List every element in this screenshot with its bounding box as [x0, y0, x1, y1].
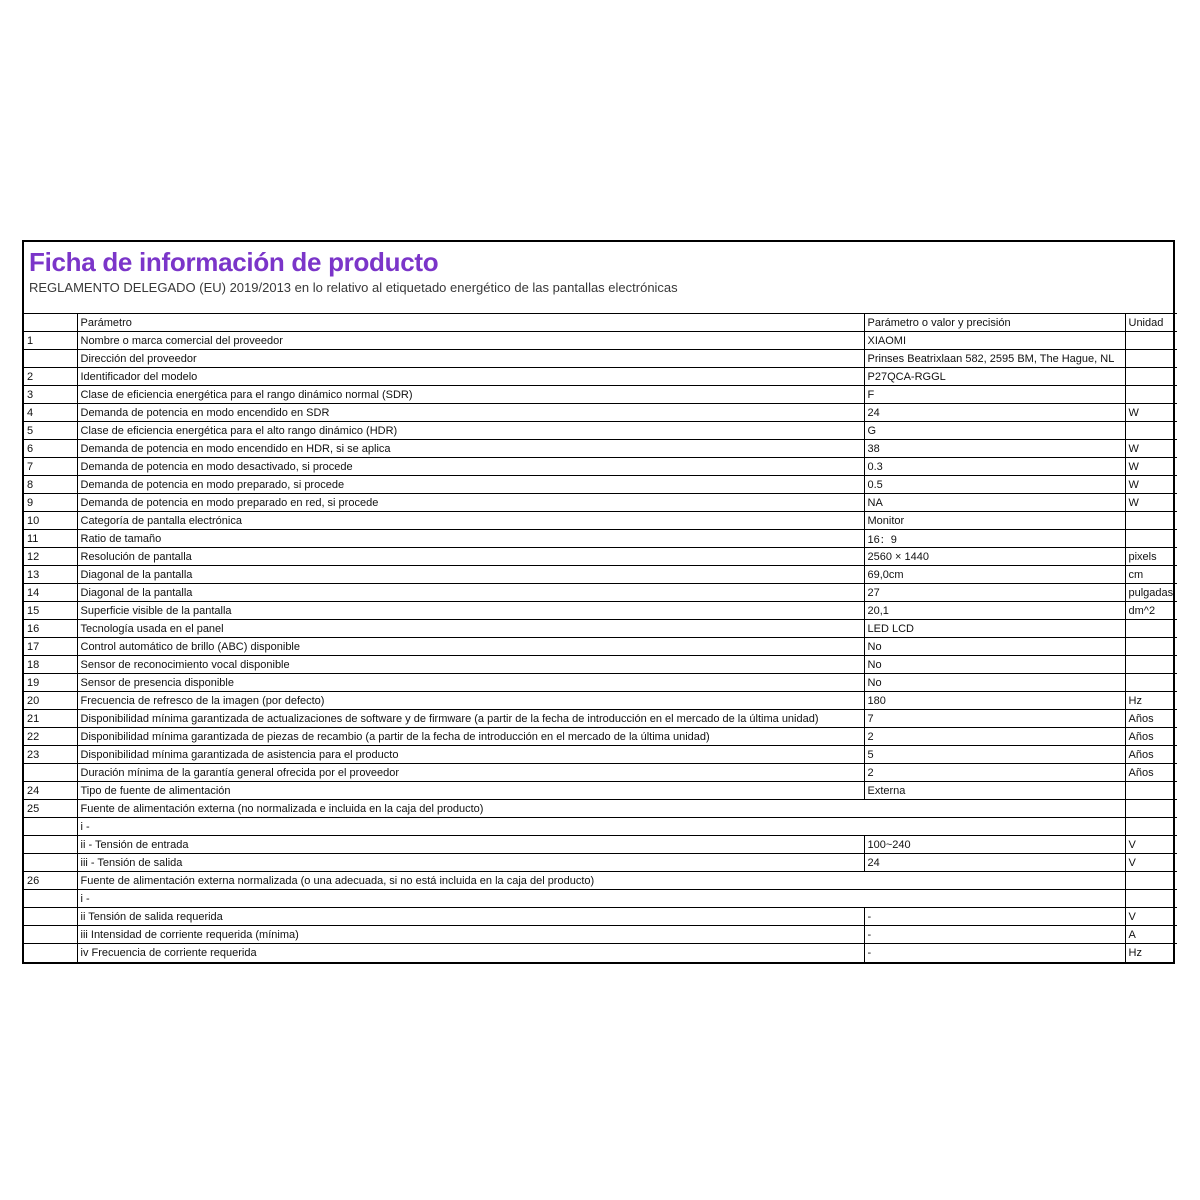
- value-cell: Externa: [864, 782, 1125, 800]
- table-row: [24, 944, 1177, 962]
- parameter-cell: Nombre o marca comercial del proveedor: [77, 332, 864, 350]
- unit-cell: pixels: [1125, 548, 1177, 566]
- table-header-row: [24, 314, 1177, 332]
- parameter-cell: iii Intensidad de corriente requerida (mínima): [77, 926, 864, 944]
- table-row: [24, 674, 1177, 692]
- row-number-cell: 17: [24, 638, 77, 656]
- table-row: [24, 782, 1177, 800]
- unit-cell: W: [1125, 404, 1177, 422]
- product-fiche-sheet: [22, 240, 1175, 964]
- parameter-cell: Dirección del proveedor: [77, 350, 864, 368]
- parameter-cell: Disponibilidad mínima garantizada de piezas de recambio (a partir de la fecha de introducción en el mercado de la última unidad): [77, 728, 864, 746]
- unit-cell: V: [1125, 836, 1177, 854]
- value-cell: 38: [864, 440, 1125, 458]
- value-cell: 69,0cm: [864, 566, 1125, 584]
- unit-cell: W: [1125, 458, 1177, 476]
- row-number-cell: 12: [24, 548, 77, 566]
- table-row: [24, 692, 1177, 710]
- parameter-cell: Tecnología usada en el panel: [77, 620, 864, 638]
- unit-cell: [1125, 386, 1177, 404]
- row-number-cell: 16: [24, 620, 77, 638]
- table-row: [24, 800, 1177, 818]
- parameter-cell: Frecuencia de refresco de la imagen (por defecto): [77, 692, 864, 710]
- column-header-valor: Parámetro o valor y precisión: [864, 314, 1125, 332]
- parameter-cell: Clase de eficiencia energética para el rango dinámico normal (SDR): [77, 386, 864, 404]
- parameter-cell: iv Frecuencia de corriente requerida: [77, 944, 864, 962]
- value-cell: -: [864, 944, 1125, 962]
- value-cell: No: [864, 656, 1125, 674]
- unit-cell: Años: [1125, 764, 1177, 782]
- value-cell: 0.5: [864, 476, 1125, 494]
- table-row: [24, 350, 1177, 368]
- value-cell: G: [864, 422, 1125, 440]
- table-row: [24, 494, 1177, 512]
- row-number-cell: 23: [24, 746, 77, 764]
- table-row: [24, 872, 1177, 890]
- row-number-cell: 19: [24, 674, 77, 692]
- row-number-cell: 26: [24, 872, 77, 890]
- value-cell: 24: [864, 854, 1125, 872]
- value-cell: F: [864, 386, 1125, 404]
- parameter-cell: Disponibilidad mínima garantizada de asistencia para el producto: [77, 746, 864, 764]
- unit-cell: [1125, 800, 1177, 818]
- table-row: [24, 764, 1177, 782]
- parameter-cell: Categoría de pantalla electrónica: [77, 512, 864, 530]
- value-cell: 0.3: [864, 458, 1125, 476]
- unit-cell: cm: [1125, 566, 1177, 584]
- row-number-cell: 24: [24, 782, 77, 800]
- parameter-cell: Identificador del modelo: [77, 368, 864, 386]
- parameter-cell: Demanda de potencia en modo preparado en red, si procede: [77, 494, 864, 512]
- row-number-cell: 1: [24, 332, 77, 350]
- unit-cell: [1125, 872, 1177, 890]
- row-number-cell: 15: [24, 602, 77, 620]
- parameter-cell: Ratio de tamaño: [77, 530, 864, 548]
- unit-cell: [1125, 818, 1177, 836]
- parameter-cell: Fuente de alimentación externa normalizada (o una adecuada, si no está incluida en la caja del producto): [77, 872, 1125, 890]
- value-cell: LED LCD: [864, 620, 1125, 638]
- value-cell: No: [864, 674, 1125, 692]
- unit-cell: dm^2: [1125, 602, 1177, 620]
- table-row: [24, 620, 1177, 638]
- unit-cell: V: [1125, 908, 1177, 926]
- table-row: [24, 530, 1177, 548]
- value-cell: 5: [864, 746, 1125, 764]
- row-number-cell: [24, 890, 77, 908]
- parameter-cell: Sensor de reconocimiento vocal disponible: [77, 656, 864, 674]
- parameter-cell: Demanda de potencia en modo encendido en SDR: [77, 404, 864, 422]
- parameter-cell: Clase de eficiencia energética para el alto rango dinámico (HDR): [77, 422, 864, 440]
- parameter-cell: Diagonal de la pantalla: [77, 566, 864, 584]
- parameter-cell: Fuente de alimentación externa (no normalizada e incluida en la caja del producto): [77, 800, 1125, 818]
- row-number-cell: 2: [24, 368, 77, 386]
- row-number-cell: [24, 350, 77, 368]
- unit-cell: V: [1125, 854, 1177, 872]
- value-cell: 2: [864, 728, 1125, 746]
- product-info-table: [24, 313, 1177, 962]
- page-title: Ficha de información de producto: [29, 247, 439, 277]
- parameter-cell: ii Tensión de salida requerida: [77, 908, 864, 926]
- unit-cell: Hz: [1125, 944, 1177, 962]
- value-cell: 16：9: [864, 530, 1125, 548]
- column-header-unidad: Unidad: [1125, 314, 1177, 332]
- row-number-cell: [24, 944, 77, 962]
- value-cell: 24: [864, 404, 1125, 422]
- row-number-cell: [24, 818, 77, 836]
- unit-cell: W: [1125, 476, 1177, 494]
- parameter-cell: i -: [77, 890, 1125, 908]
- table-row: [24, 602, 1177, 620]
- parameter-cell: Disponibilidad mínima garantizada de actualizaciones de software y de firmware (a partir de la fecha de introducción en el mercado de la última unidad): [77, 710, 864, 728]
- value-cell: 100~240: [864, 836, 1125, 854]
- table-row: [24, 566, 1177, 584]
- unit-cell: [1125, 638, 1177, 656]
- unit-cell: [1125, 890, 1177, 908]
- row-number-cell: 18: [24, 656, 77, 674]
- parameter-cell: Superficie visible de la pantalla: [77, 602, 864, 620]
- table-row: [24, 890, 1177, 908]
- unit-cell: W: [1125, 494, 1177, 512]
- table-row: [24, 476, 1177, 494]
- table-row: [24, 368, 1177, 386]
- table-row: [24, 638, 1177, 656]
- unit-cell: [1125, 674, 1177, 692]
- unit-cell: W: [1125, 440, 1177, 458]
- value-cell: XIAOMI: [864, 332, 1125, 350]
- column-header-number: [24, 314, 77, 332]
- page-subtitle: REGLAMENTO DELEGADO (EU) 2019/2013 en lo relativo al etiquetado energético de las pantallas electrónicas: [29, 280, 678, 296]
- row-number-cell: 6: [24, 440, 77, 458]
- row-number-cell: 3: [24, 386, 77, 404]
- table-row: [24, 854, 1177, 872]
- parameter-cell: Control automático de brillo (ABC) disponible: [77, 638, 864, 656]
- table-body: [24, 332, 1177, 962]
- row-number-cell: 11: [24, 530, 77, 548]
- parameter-cell: i -: [77, 818, 1125, 836]
- unit-cell: pulgadas: [1125, 584, 1177, 602]
- row-number-cell: 8: [24, 476, 77, 494]
- unit-cell: [1125, 422, 1177, 440]
- unit-cell: [1125, 368, 1177, 386]
- parameter-cell: Sensor de presencia disponible: [77, 674, 864, 692]
- unit-cell: Años: [1125, 728, 1177, 746]
- table-row: [24, 656, 1177, 674]
- parameter-cell: Demanda de potencia en modo encendido en HDR, si se aplica: [77, 440, 864, 458]
- row-number-cell: [24, 926, 77, 944]
- value-cell: No: [864, 638, 1125, 656]
- table-row: [24, 386, 1177, 404]
- table-row: [24, 926, 1177, 944]
- unit-cell: Años: [1125, 710, 1177, 728]
- value-cell: 7: [864, 710, 1125, 728]
- unit-cell: [1125, 350, 1177, 368]
- unit-cell: [1125, 512, 1177, 530]
- value-cell: 20,1: [864, 602, 1125, 620]
- table-row: [24, 584, 1177, 602]
- table-row: [24, 710, 1177, 728]
- table-row: [24, 332, 1177, 350]
- table-row: [24, 818, 1177, 836]
- value-cell: 2560 × 1440: [864, 548, 1125, 566]
- value-cell: 180: [864, 692, 1125, 710]
- parameter-cell: Demanda de potencia en modo preparado, si procede: [77, 476, 864, 494]
- value-cell: Monitor: [864, 512, 1125, 530]
- row-number-cell: 7: [24, 458, 77, 476]
- unit-cell: [1125, 530, 1177, 548]
- unit-cell: Hz: [1125, 692, 1177, 710]
- value-cell: P27QCA-RGGL: [864, 368, 1125, 386]
- table-row: [24, 836, 1177, 854]
- row-number-cell: [24, 908, 77, 926]
- parameter-cell: Resolución de pantalla: [77, 548, 864, 566]
- table-row: [24, 512, 1177, 530]
- unit-cell: Años: [1125, 746, 1177, 764]
- unit-cell: A: [1125, 926, 1177, 944]
- unit-cell: [1125, 620, 1177, 638]
- column-header-parametro: Parámetro: [77, 314, 864, 332]
- value-cell: 27: [864, 584, 1125, 602]
- parameter-cell: Tipo de fuente de alimentación: [77, 782, 864, 800]
- table-row: [24, 458, 1177, 476]
- row-number-cell: [24, 836, 77, 854]
- row-number-cell: 14: [24, 584, 77, 602]
- row-number-cell: [24, 854, 77, 872]
- parameter-cell: ii - Tensión de entrada: [77, 836, 864, 854]
- parameter-cell: Diagonal de la pantalla: [77, 584, 864, 602]
- value-cell: -: [864, 926, 1125, 944]
- value-cell: NA: [864, 494, 1125, 512]
- title-block: [24, 242, 1173, 313]
- table-row: [24, 404, 1177, 422]
- unit-cell: [1125, 656, 1177, 674]
- parameter-cell: Demanda de potencia en modo desactivado, si procede: [77, 458, 864, 476]
- row-number-cell: 10: [24, 512, 77, 530]
- table-row: [24, 728, 1177, 746]
- parameter-cell: iii - Tensión de salida: [77, 854, 864, 872]
- row-number-cell: 21: [24, 710, 77, 728]
- unit-cell: [1125, 782, 1177, 800]
- row-number-cell: 13: [24, 566, 77, 584]
- table-row: [24, 422, 1177, 440]
- table-row: [24, 548, 1177, 566]
- table-row: [24, 440, 1177, 458]
- value-cell: Prinses Beatrixlaan 582, 2595 BM, The Hague, NL: [864, 350, 1125, 368]
- row-number-cell: [24, 764, 77, 782]
- row-number-cell: 4: [24, 404, 77, 422]
- parameter-cell: Duración mínima de la garantía general ofrecida por el proveedor: [77, 764, 864, 782]
- row-number-cell: 9: [24, 494, 77, 512]
- value-cell: -: [864, 908, 1125, 926]
- row-number-cell: 20: [24, 692, 77, 710]
- unit-cell: [1125, 332, 1177, 350]
- table-row: [24, 746, 1177, 764]
- row-number-cell: 5: [24, 422, 77, 440]
- row-number-cell: 25: [24, 800, 77, 818]
- table-row: [24, 908, 1177, 926]
- value-cell: 2: [864, 764, 1125, 782]
- row-number-cell: 22: [24, 728, 77, 746]
